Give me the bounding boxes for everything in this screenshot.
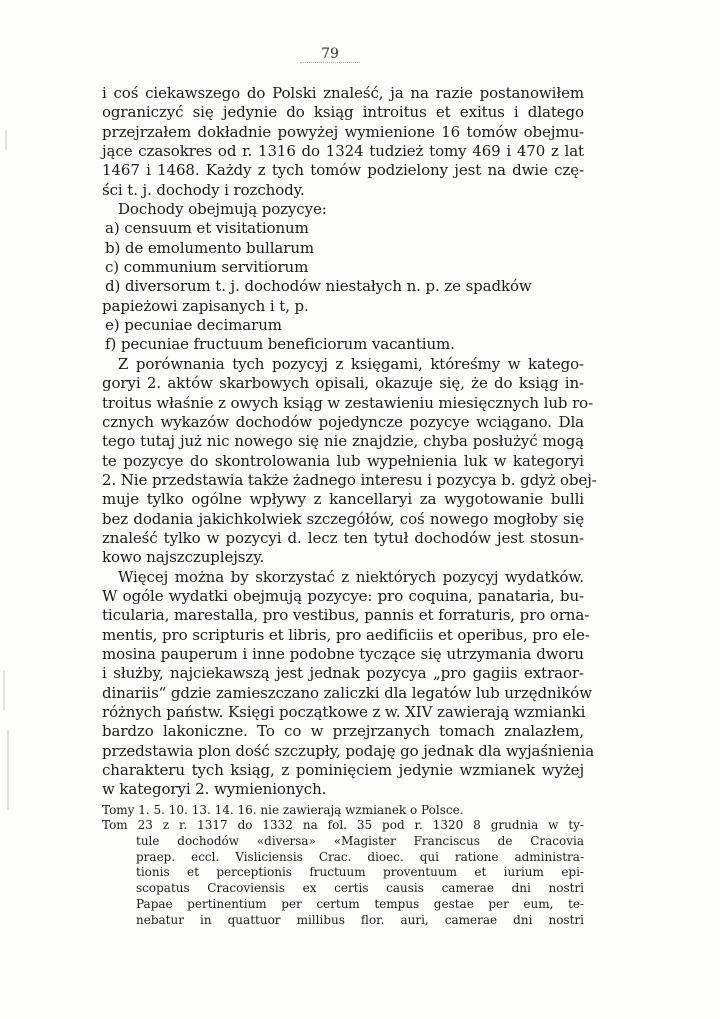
- list-item: f) pecuniae fructuum beneficiorum vacantium.: [105, 335, 455, 354]
- list-block: [102, 219, 584, 296]
- footnote-line: tionis et perceptionis fructuum proventuum et iurium epi-: [136, 865, 584, 880]
- text-line: ści t. j. dochody i rozchody.: [102, 180, 305, 199]
- footnote-line: Tom 23 z r. 1317 do 1332 na fol. 35 pod r. 1320 8 grudnia w ty-: [102, 818, 584, 833]
- text-line: 1467 i 1468. Każdy z tych tomów podzielony jest na dwie czę-: [102, 161, 584, 180]
- text-line: tego tutaj już nic nowego się nie znajdzie, chyba posłużyć mogą: [102, 432, 584, 451]
- list-item: b) de emolumento bullarum: [105, 238, 315, 257]
- text-line: przedstawia plon dość szczupły, podaję go jednak dla wyjaśnienia: [102, 741, 595, 760]
- text-line: ograniczyć się jedynie do ksiąg introitus et exitus i dlatego: [102, 103, 584, 122]
- text-line: różnych państw. Księgi początkowe z w. XIV zawierają wzmianki: [102, 703, 586, 721]
- text-line: ticularia, marestalla, pro vestibus, pannis et forraturis, pro orna-: [102, 606, 590, 625]
- text-line: w kategoryi 2. wymienionych.: [102, 780, 327, 799]
- footnote-line: tule dochodów «diversa» «Magister Franciscus de Cracovia: [136, 834, 584, 849]
- text-line: papieżowi zapisanych i t, p.: [102, 296, 309, 315]
- page-number: 79: [300, 46, 360, 63]
- margin-scan-marks: [0, 110, 30, 830]
- text-line: W ogóle wydatki obejmują pozycye: pro coquina, panataria, bu-: [102, 586, 584, 605]
- text-line: jące czasokres od r. 1316 do 1324 tudzież tomy 469 i 470 z lat: [102, 142, 584, 161]
- footnotes: [102, 803, 584, 929]
- text-line: Więcej można by skorzystać z niektórych pozycyj wydatków.: [118, 567, 584, 586]
- text-line: bardzo lakoniczne. To co w przejrzanych tomach znalazłem,: [102, 722, 584, 741]
- text-line: bez dodania jakichkolwiek szczegółów, coś nowego mogłoby się: [102, 509, 584, 528]
- text-line: kowo najszczuplejszy.: [102, 548, 265, 567]
- footnote-line: Tomy 1. 5. 10. 13. 14. 16. nie zawierają wzmianek o Polsce.: [102, 802, 464, 817]
- footnote-line: nebatur in quattuor millibus flor. auri, camerae dni nostri: [136, 912, 584, 927]
- text-line: muje tylko ogólne wpływy z kancellaryi za wygotowanie bulli: [102, 490, 584, 509]
- text-line: troitus właśnie z owych ksiąg w zestawieniu miesięcznych lub ro-: [102, 393, 594, 412]
- paragraph: [102, 354, 597, 568]
- text-line: charakteru tych ksiąg, z pominięciem jedynie wzmianek wyżej: [102, 761, 584, 780]
- text-line: mosina pauperum i inne podobne tyczące się utrzymania dworu: [102, 644, 584, 663]
- text-line: Dochody obejmują pozycye:: [118, 200, 327, 219]
- text-line: cznych wykazów dochodów pojedyncze pozycye wciągano. Dla: [102, 412, 584, 431]
- footnote-line: Papae pertinentium per certum tempus gestae per eum, te-: [136, 896, 584, 911]
- text-line: goryi 2. aktów skarbowych opisali, okazuje się, że do ksiąg in-: [102, 374, 584, 393]
- list-item: e) pecuniae decimarum: [105, 316, 282, 335]
- text-line: Z porównania tych pozycyj z księgami, któreśmy w katego-: [118, 354, 584, 373]
- paragraph: [102, 567, 595, 800]
- list-item: a) censuum et visitationum: [105, 219, 309, 238]
- text-line: 2. Nie przedstawia także żadnego interesu i pozycya b. gdyż obej-: [102, 470, 597, 489]
- text-line: znaleść tylko w pozycyi d. lecz ten tytuł dochodów jest stosun-: [102, 528, 584, 547]
- paragraph: [102, 84, 584, 200]
- list-item: d) diversorum t. j. dochodów niestałych n. p. ze spadków: [105, 277, 532, 296]
- footnote-line: praep. eccl. Visliciensis Crac. dioec. qui ratione administra-: [136, 849, 584, 864]
- text-line: przejrzałem dokładnie powyżej wymienione 16 tomów obejmu-: [102, 122, 584, 141]
- text-line: dinariis“ gdzie zamieszczano zaliczki dla legatów lub urzędników: [102, 683, 592, 702]
- text-line: i coś ciekawszego do Polski znaleść, ja na razie postanowiłem: [102, 84, 584, 102]
- paragraph: [102, 297, 584, 316]
- list-block: [102, 316, 584, 355]
- text-line: mentis, pro scripturis et libris, pro aedificiis et operibus, pro ele-: [102, 625, 590, 644]
- paragraph: [102, 200, 584, 219]
- text-line: te pozycye do skontrolowania lub wypełnienia luk w kategoryi: [102, 451, 584, 470]
- list-item: c) communium servitiorum: [105, 258, 309, 277]
- body-text: [102, 84, 597, 928]
- footnote-line: scopatus Cracoviensis ex certis causis camerae dni nostri: [136, 881, 584, 896]
- text-line: i służby, najciekawszą jest jednak pozycya „pro gagiis extraor-: [102, 664, 584, 683]
